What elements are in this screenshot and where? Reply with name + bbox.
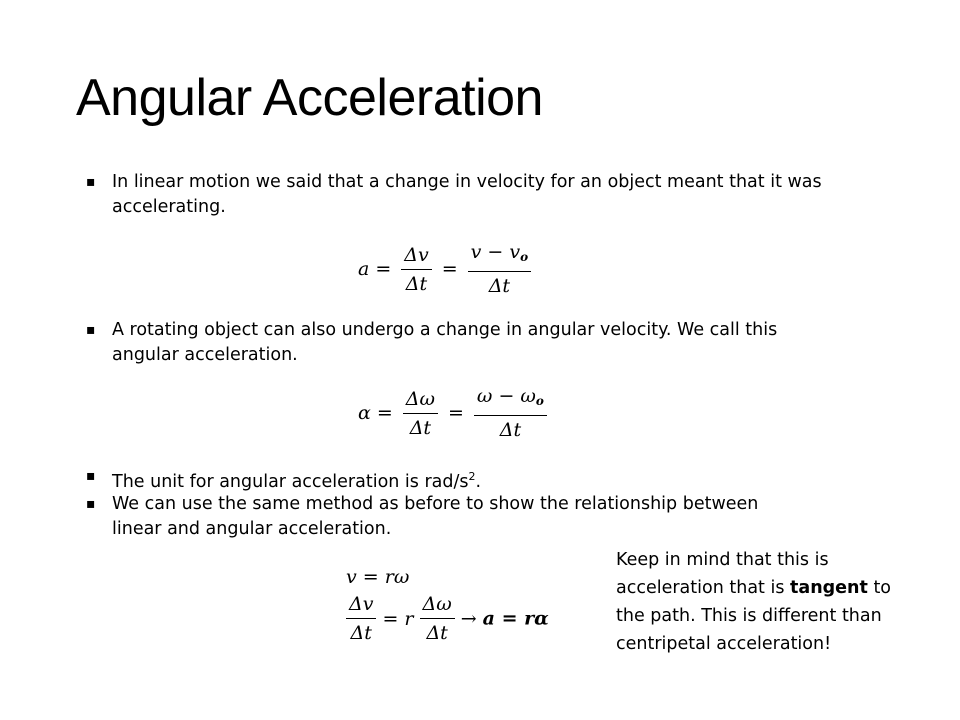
equation-angular-acceleration	[358, 384, 551, 442]
fraction-denominator: Δt	[405, 272, 428, 295]
fraction-denominator: Δt	[350, 622, 372, 644]
bullet-same-method	[86, 492, 786, 542]
fraction-delta-v	[401, 243, 431, 296]
fraction-v-minus-vo	[468, 240, 531, 298]
arrow-icon: →	[460, 607, 477, 630]
fraction-numerator: Δω	[403, 387, 438, 414]
eq-result: a = rα	[482, 607, 549, 630]
fraction-numerator	[468, 240, 531, 272]
eq-line: v = rω	[346, 566, 410, 588]
fraction-omega-minus-omegao	[474, 384, 547, 442]
bullet-text	[86, 464, 786, 495]
fraction-delta-omega	[403, 387, 438, 440]
bullet-rotating-object	[86, 318, 786, 368]
fraction-denominator: Δt	[499, 419, 522, 441]
unit-prefix: The unit for angular acceleration is rad/s	[112, 471, 469, 492]
unit-superscript: 2	[468, 470, 476, 483]
note-bold-tangent: tangent	[790, 578, 868, 598]
eq-equals: =	[441, 258, 458, 280]
slide-title: Angular Acceleration	[76, 69, 543, 127]
eq-lhs: α	[358, 402, 371, 424]
bullet-text: We can use the same method as before to show the relationship between linear and angular acceleration.	[112, 494, 759, 539]
bullet-square-icon: ▪	[86, 322, 96, 338]
note-tangent-acceleration	[616, 546, 916, 658]
subscript-o: o	[535, 394, 544, 408]
equation-linear-acceleration	[358, 240, 535, 298]
fraction-denominator: Δt	[488, 275, 511, 297]
bullet-text: In linear motion we said that a change in velocity for an object meant that it was accelerating.	[112, 172, 822, 217]
fraction-delta-omega	[420, 592, 455, 645]
fraction-numerator	[474, 384, 547, 416]
bullet-unit	[86, 464, 786, 495]
note-part2: to the path. This is different than centripetal acceleration!	[616, 578, 892, 654]
subscript-o: o	[520, 250, 529, 264]
equation-tangential-relation	[346, 592, 549, 645]
eq-equals: =	[376, 402, 393, 424]
fraction-numerator: Δv	[346, 592, 376, 619]
bullet-square-icon: ▪	[86, 468, 96, 484]
numerator-text: ω − ω	[476, 385, 536, 407]
bullet-linear-motion	[86, 170, 826, 220]
eq-equals: =	[375, 258, 392, 280]
eq-equals: =	[447, 402, 464, 424]
eq-equals-r: = r	[382, 607, 414, 630]
fraction-delta-v	[346, 592, 376, 645]
unit-suffix: .	[475, 471, 482, 492]
fraction-denominator: Δt	[409, 416, 432, 439]
bullet-text: A rotating object can also undergo a change in angular velocity. We call this angular acceleration.	[112, 320, 778, 365]
fraction-numerator: Δv	[401, 243, 431, 270]
eq-lhs: a	[358, 258, 370, 280]
bullet-square-icon: ▪	[86, 496, 96, 512]
numerator-text: v − v	[470, 241, 521, 263]
fraction-denominator: Δt	[426, 622, 448, 644]
note-part1: Keep in mind that this is acceleration that is	[616, 550, 829, 598]
equation-v-equals-r-omega	[346, 566, 409, 588]
fraction-numerator: Δω	[420, 592, 455, 619]
bullet-square-icon: ▪	[86, 174, 96, 190]
